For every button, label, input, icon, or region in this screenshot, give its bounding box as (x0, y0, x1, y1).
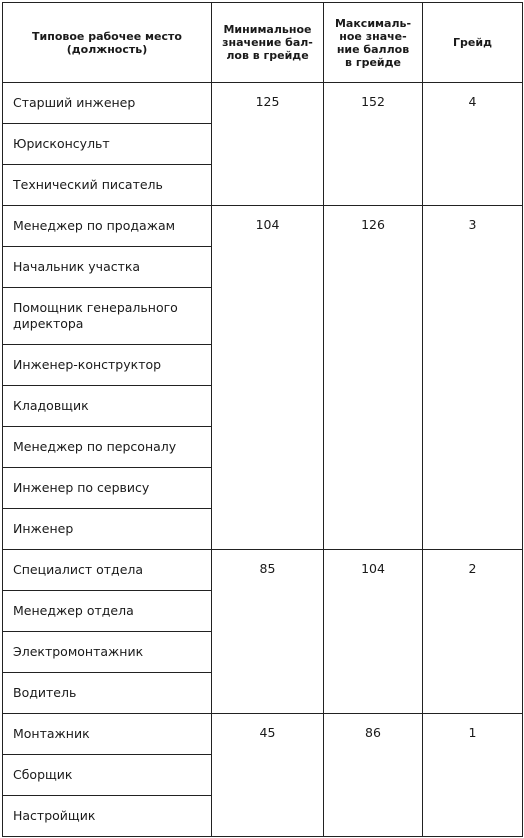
position-cell: Юрисконсульт (3, 124, 212, 165)
min-score-cell: 125 (212, 83, 324, 206)
position-cell: Электромонтажник (3, 632, 212, 673)
grade-cell: 1 (423, 714, 523, 837)
position-cell: Инженер (3, 509, 212, 550)
position-cell: Старший инженер (3, 83, 212, 124)
grade-cell: 4 (423, 83, 523, 206)
position-cell: Специалист отдела (3, 550, 212, 591)
max-score-cell: 126 (324, 206, 423, 550)
min-score-cell: 104 (212, 206, 324, 550)
max-score-cell: 104 (324, 550, 423, 714)
position-cell: Инженер по сервису (3, 468, 212, 509)
position-cell: Менеджер по продажам (3, 206, 212, 247)
header-position: Типовое рабочее место (должность) (3, 3, 212, 83)
min-score-cell: 45 (212, 714, 324, 837)
grade-cell: 2 (423, 550, 523, 714)
position-cell: Начальник участка (3, 247, 212, 288)
table-row (3, 83, 523, 124)
position-cell: Сборщик (3, 755, 212, 796)
table-row (3, 714, 523, 755)
header-max-score: Максималь- ное значе- ние баллов в грейде (324, 3, 423, 83)
header-min-score: Минимальное значение бал- лов в грейде (212, 3, 324, 83)
position-cell: Монтажник (3, 714, 212, 755)
position-cell: Настройщик (3, 796, 212, 837)
grade-cell: 3 (423, 206, 523, 550)
table-row (3, 206, 523, 247)
max-score-cell: 152 (324, 83, 423, 206)
position-cell: Инженер-конструктор (3, 345, 212, 386)
position-cell: Менеджер по персоналу (3, 427, 212, 468)
position-cell: Помощник генерального директора (3, 288, 212, 345)
position-cell: Менеджер отдела (3, 591, 212, 632)
max-score-cell: 86 (324, 714, 423, 837)
header-grade: Грейд (423, 3, 523, 83)
position-cell: Водитель (3, 673, 212, 714)
table-row (3, 550, 523, 591)
position-cell: Кладовщик (3, 386, 212, 427)
header-row (3, 3, 523, 83)
min-score-cell: 85 (212, 550, 324, 714)
position-cell: Технический писатель (3, 165, 212, 206)
grade-table (2, 2, 523, 837)
